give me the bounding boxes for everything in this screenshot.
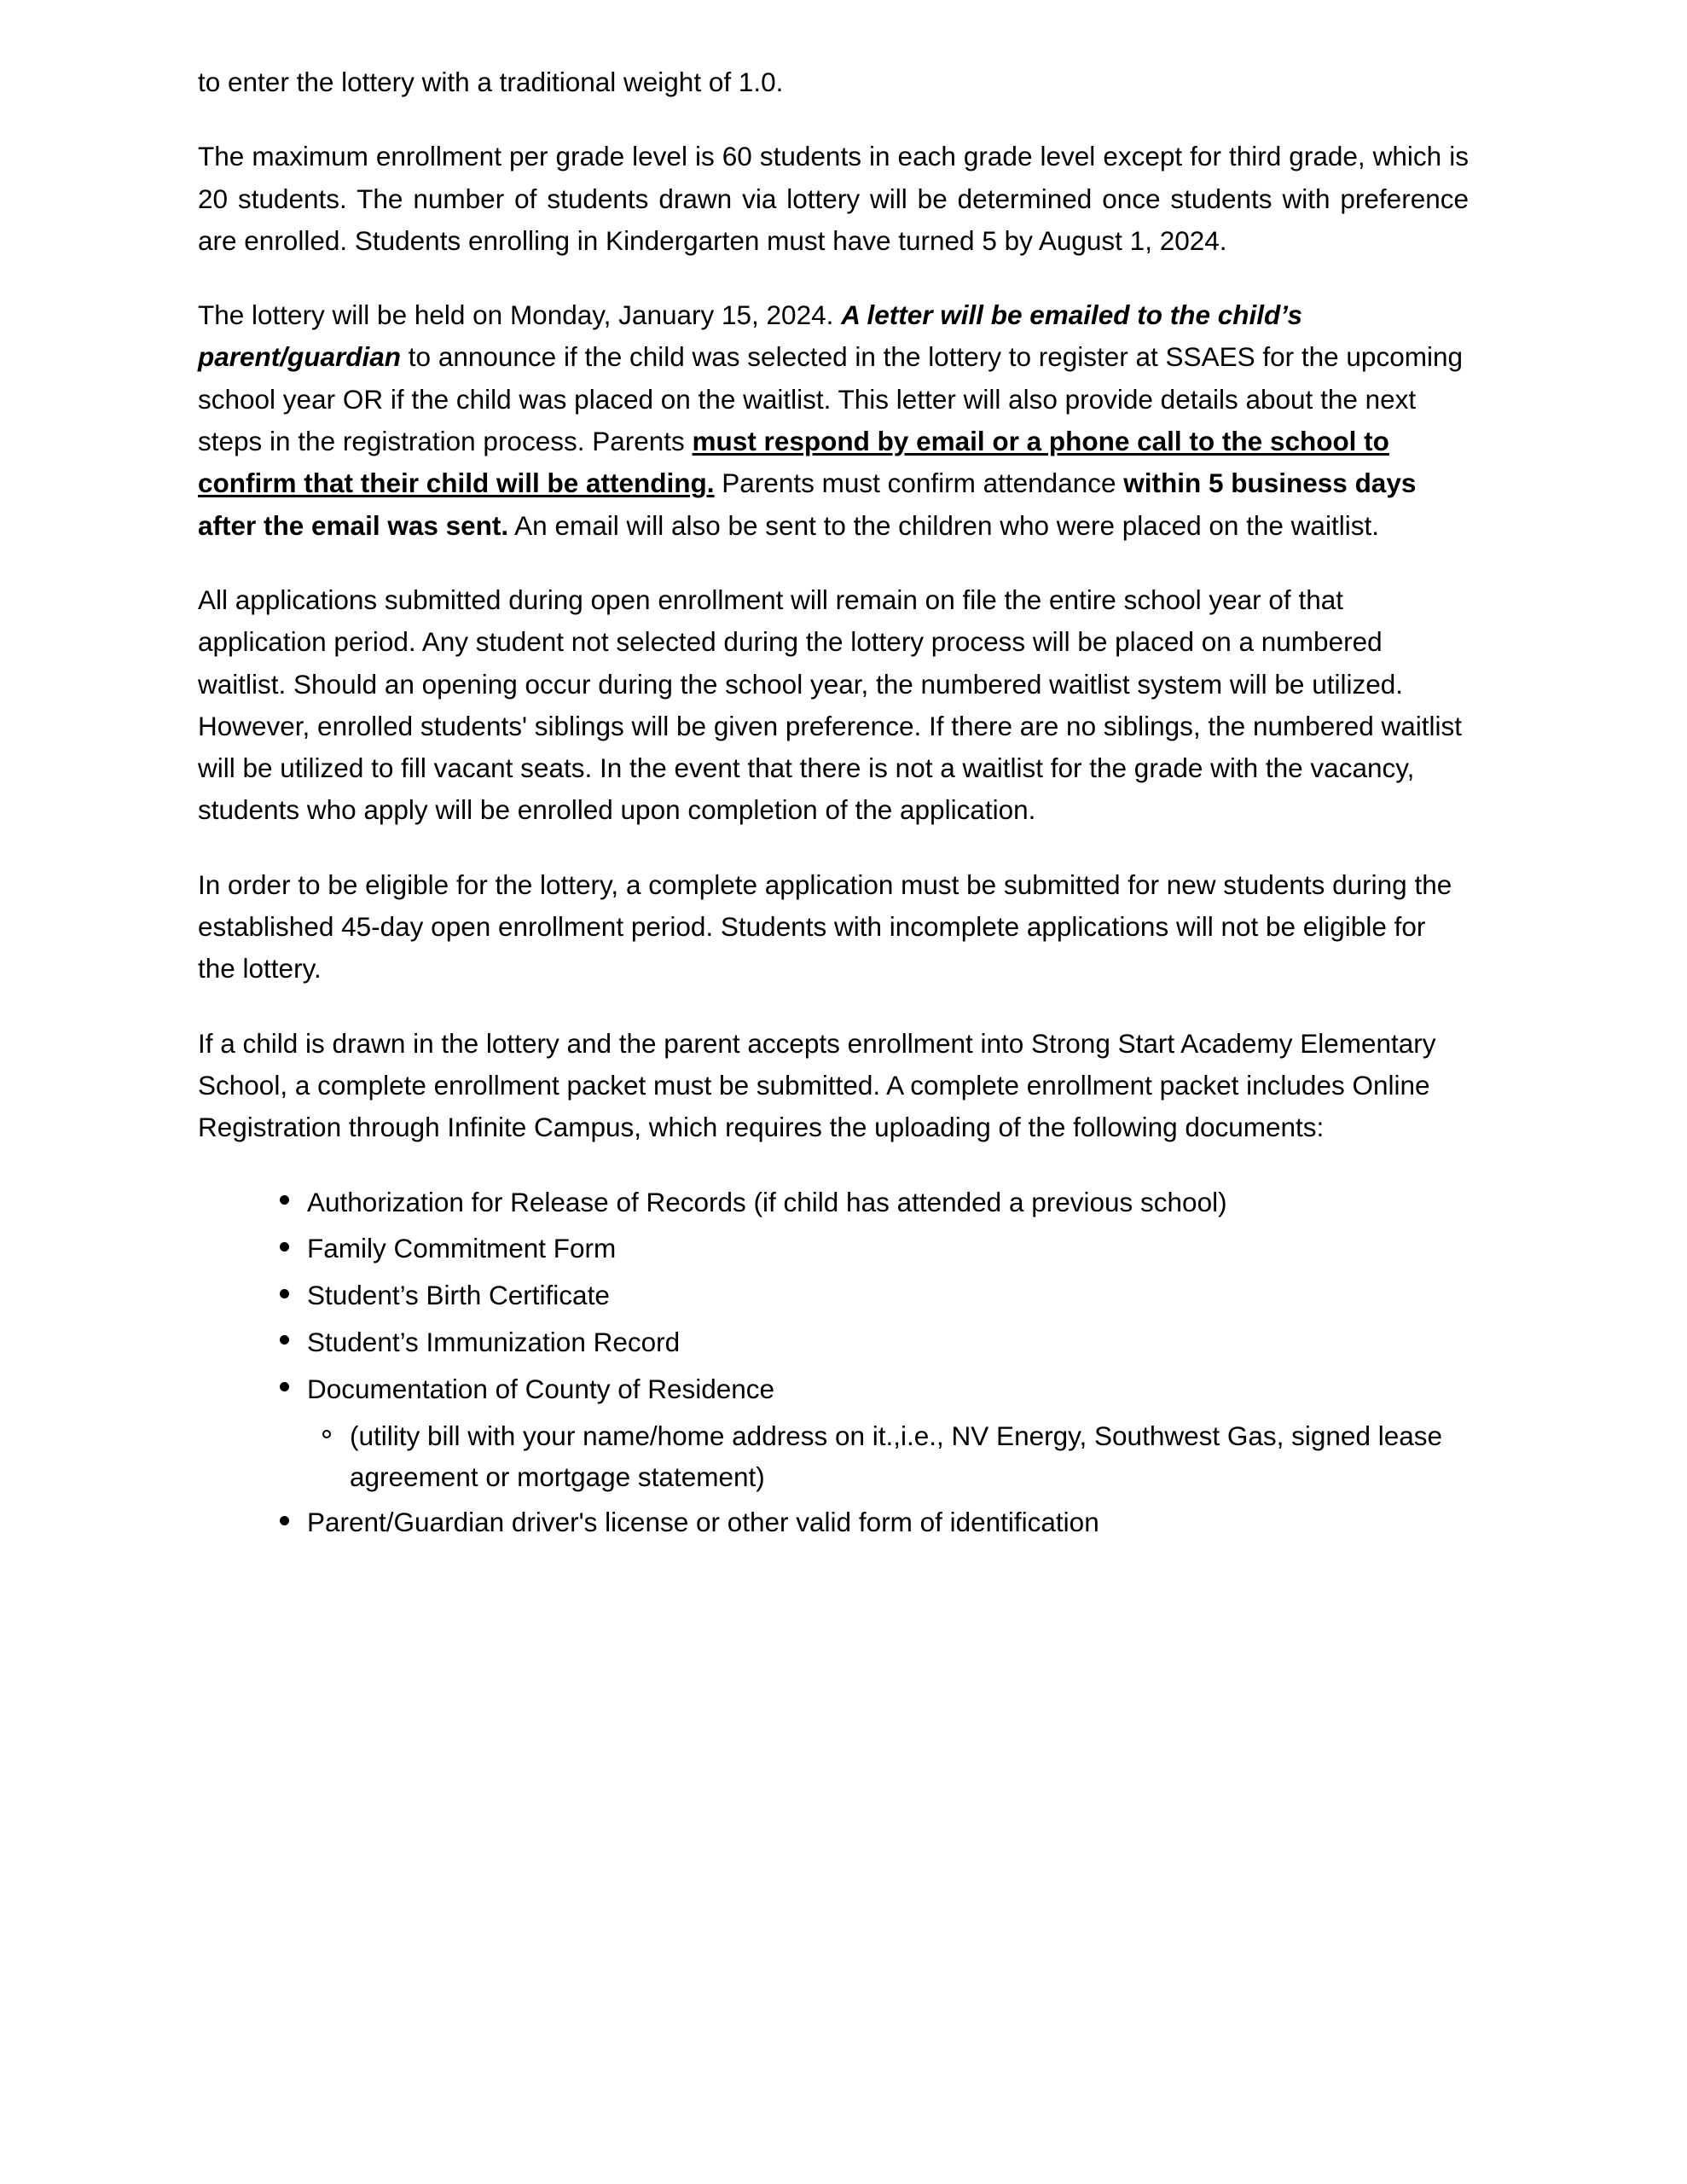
list-item-label: Student’s Birth Certificate: [307, 1280, 610, 1311]
list-item-label: Family Commitment Form: [307, 1233, 617, 1264]
list-item: [276, 1228, 1469, 1269]
sub-list-item-label: (utility bill with your name/home address on it.,i.e., NV Energy, Southwest Gas, signed lease agreement or mortgage statement): [350, 1420, 1443, 1493]
lottery-notice-text-1: The lottery will be held on Monday, January 15, 2024.: [198, 299, 842, 331]
bullet-dot-icon: [280, 1516, 289, 1525]
paragraph-continuation: to enter the lottery with a traditional weight of 1.0.: [198, 67, 784, 97]
bullet-dot-icon: [280, 1195, 289, 1205]
bullet-dot-icon: [280, 1289, 289, 1298]
lottery-notice-text-2: to announce if the child was selected in the lottery to register at SSAES for the upcoming school year OR if the child was placed on the waitlist. This letter will also provide details about the next steps in the registration process. Parents: [198, 341, 1463, 457]
lottery-notice-emphasis-five-days: within 5 business days after the email was sent.: [198, 468, 1417, 541]
paragraph-applications-on-file: All applications submitted during open enrollment will remain on file the entire school year of that application period. Any student not selected during the lottery process will be placed on a numbered waitlist. Should an opening occur during the school year, the numbered waitlist system will be utilized. However, enrolled students' siblings will be given preference. If there are no siblings, the numbered waitlist will be utilized to fill vacant seats. In the event that there is not a waitlist for the grade with the vacancy, students who apply will be enrolled upon completion of the application.: [198, 584, 1463, 826]
documents-sub-bullet-list: [198, 1415, 1469, 1499]
list-item: [276, 1182, 1469, 1223]
bullet-circle-icon: [322, 1430, 331, 1438]
lottery-notice-emphasis-letter-emailed: A letter will be emailed to the child’s parent/guardian: [198, 299, 1302, 373]
document-body: [198, 61, 1469, 1543]
list-item-label: Documentation of County of Residence: [307, 1373, 775, 1404]
list-item: [276, 1502, 1469, 1543]
paragraph-max-enrollment: The maximum enrollment per grade level is 60 students in each grade level except for third grade, which is 20 students. The number of students drawn via lottery will be determined once students with preference are enrolled. Students enrolling in Kindergarten must have turned 5 by August 1, 2024.: [198, 141, 1469, 256]
list-item: [276, 1368, 1469, 1410]
list-item: [276, 1321, 1469, 1363]
list-item-label: Authorization for Release of Records (if child has attended a previous school): [307, 1186, 1227, 1217]
paragraph-lottery-notice: [198, 294, 1469, 547]
bullet-dot-icon: [280, 1335, 289, 1345]
lottery-notice-emphasis-must-respond: must respond by email or a phone call to the school to confirm that their child will be attending.: [198, 426, 1389, 499]
bullet-dot-icon: [280, 1242, 289, 1252]
lottery-notice-text-3: Parents must confirm attendance: [714, 468, 1124, 499]
paragraph-eligibility: In order to be eligible for the lottery, a complete application must be submitted for new students during the established 45-day open enrollment period. Students with incomplete applications will not be eligible for the lottery.: [198, 868, 1452, 985]
lottery-notice-text-4: An email will also be sent to the children who were placed on the waitlist.: [508, 509, 1379, 541]
list-item-label: Parent/Guardian driver's license or other valid form of identification: [307, 1507, 1099, 1538]
documents-bullet-list-continued: [198, 1502, 1469, 1543]
list-item: [276, 1275, 1469, 1316]
list-item-label: Student’s Immunization Record: [307, 1326, 681, 1357]
documents-bullet-list: [198, 1182, 1469, 1410]
sub-list-item: [321, 1415, 1469, 1499]
required-documents-list: [198, 1182, 1469, 1544]
bullet-dot-icon: [280, 1382, 289, 1391]
paragraph-enrollment-packet: If a child is drawn in the lottery and the parent accepts enrollment into Strong Start Academy Elementary School, a complete enrollment packet must be submitted. A complete enrollment packet includes Online Registration through Infinite Campus, which requires the uploading of the following documents:: [198, 1027, 1436, 1143]
